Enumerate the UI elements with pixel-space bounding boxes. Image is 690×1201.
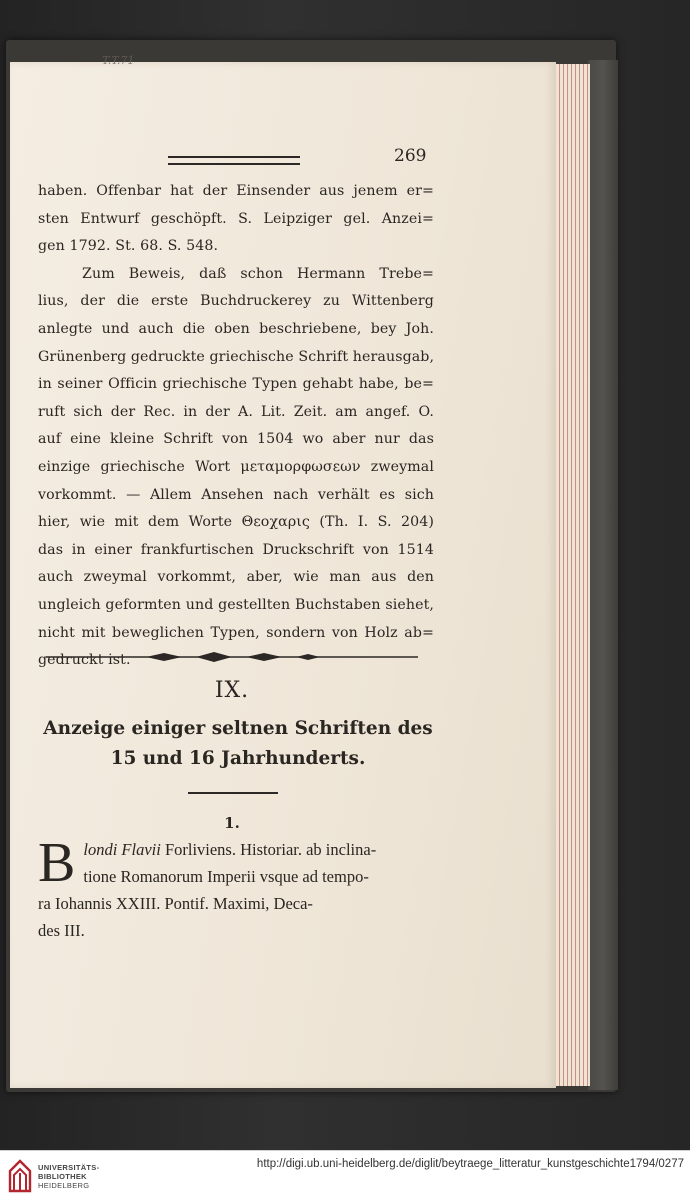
header-rule [168, 156, 300, 165]
viewer-footer [0, 1150, 690, 1201]
body-line: auch zweymal vorkommt, aber, wie man aus den [38, 569, 434, 586]
body-line: vorkommt. — Allem Ansehen nach verhält es sich [38, 486, 434, 503]
library-name[interactable] [38, 1163, 99, 1190]
section-title [38, 714, 438, 774]
body-line: ungleich geformten und gestellten Buchstaben siehet, [38, 596, 434, 613]
drop-cap: B [38, 832, 76, 894]
entry-line: tione Romanorum Imperii vsque ad tempo- [83, 867, 369, 886]
body-line: gen 1792. St. 68. S. 548. [38, 238, 219, 255]
body-line: auf eine kleine Schrift von 1504 wo aber nur das [38, 431, 434, 448]
library-name-line: UNIVERSITÄTS- [38, 1163, 100, 1172]
university-library-logo-icon[interactable] [8, 1159, 32, 1193]
library-name-line: HEIDELBERG [38, 1181, 90, 1190]
entry-line: ra Iohannis XXIII. Pontif. Maximi, Deca- [38, 894, 313, 913]
body-line: ruft sich der Rec. in der A. Lit. Zeit. am angef. O. [38, 403, 434, 420]
body-line: hier, wie mit dem Worte Θεοχαρις (Th. I. S. 204) [38, 514, 434, 531]
cover-edge [588, 60, 618, 1090]
body-line: lius, der die erste Buchdruckerey zu Wittenberg [38, 293, 434, 310]
body-line: Zum Beweis, daß schon Hermann Trebe= [82, 265, 434, 282]
section-title-line: 15 und 16 Jahrhunderts. [110, 748, 366, 769]
body-line: anlegte und auch die oben beschriebene, bey Joh. [38, 320, 434, 337]
body-line: das in einer frankfurtischen Druckschrift von 1514 [38, 541, 434, 558]
section-title-line: Anzeige einiger seltnen Schriften des [43, 718, 433, 739]
entry-line: des III. [38, 921, 85, 940]
body-line: gedruckt ist. [38, 652, 131, 669]
body-line: in seiner Officin griechische Typen gehabt habe, be= [38, 376, 434, 393]
body-line: sten Entwurf geschöpft. S. Leipziger gel. Anzei= [38, 210, 434, 227]
section-number: IX. [214, 678, 250, 703]
body-text [38, 178, 434, 675]
pencil-mark: T.T.71 [102, 54, 135, 67]
body-line: Grünenberg gedruckte griechische Schrift herausgab, [38, 348, 435, 365]
entry-number: 1. [224, 814, 240, 832]
entry-line-rest: Forliviens. Historiar. ab inclina- [160, 840, 377, 859]
body-line: nicht mit beweglichen Typen, sondern von Holz ab= [38, 624, 434, 641]
entry-line [38, 836, 432, 863]
bibliographic-entry [38, 832, 432, 944]
page-url[interactable]: http://digi.ub.uni-heidelberg.de/diglit/beytraege_litteratur_kunstgeschichte1794/0277 [256, 1158, 684, 1170]
body-line: einzige griechische Wort μεταμορφωσεων zweymal [38, 458, 434, 475]
entry-italic-start: londi Flavii [83, 840, 161, 859]
book-page [10, 54, 556, 1088]
short-rule [188, 792, 278, 794]
body-line: haben. Offenbar hat der Einsender aus jenem er= [38, 183, 434, 199]
page-number: 269 [394, 146, 427, 166]
library-name-line: BIBLIOTHEK [38, 1172, 87, 1181]
ornamental-divider [46, 650, 418, 664]
